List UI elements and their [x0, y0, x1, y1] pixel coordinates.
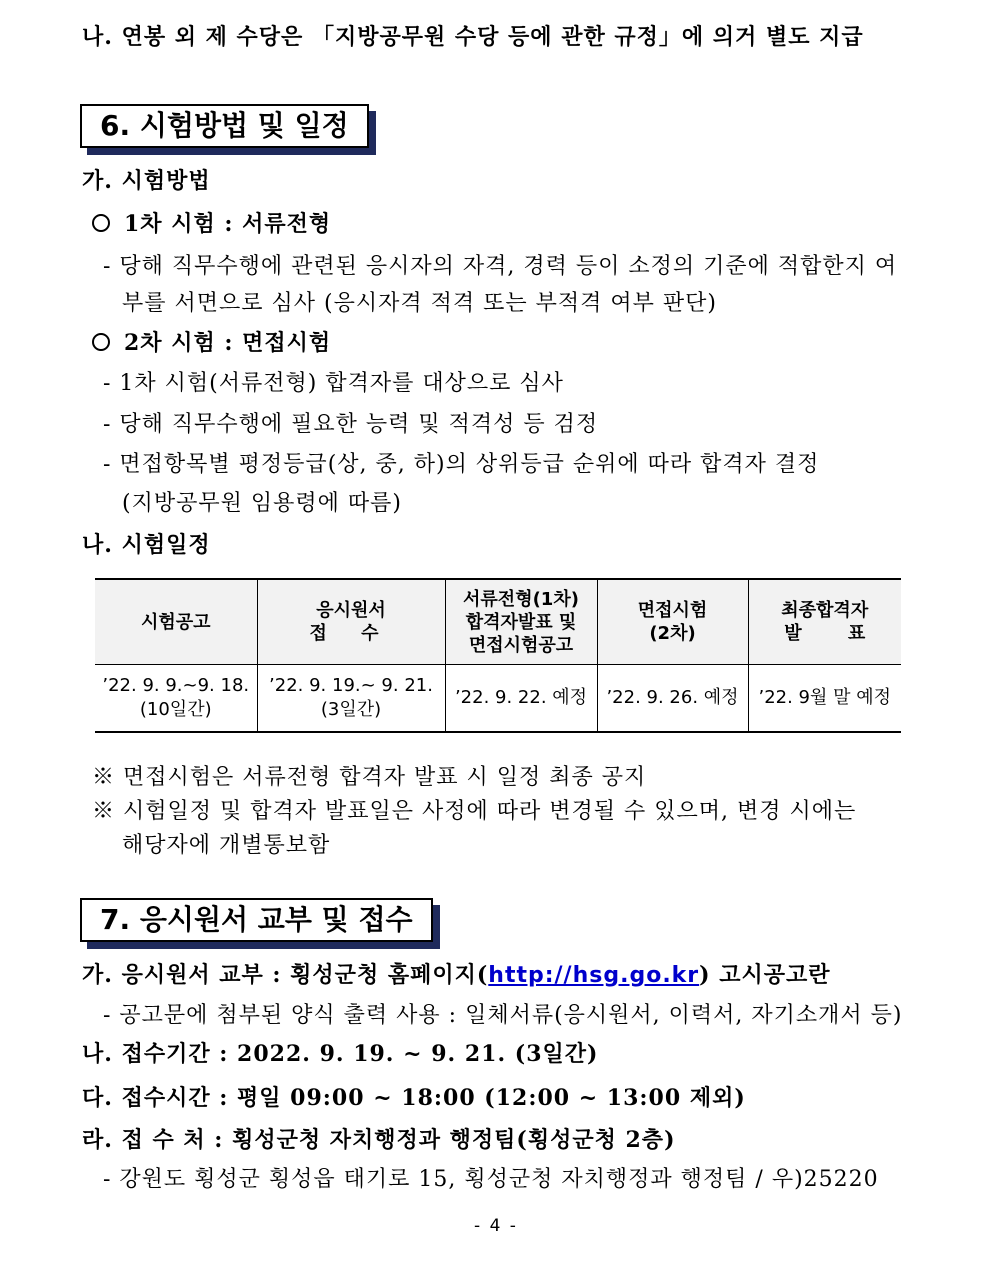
application-period-line: 나. 접수기간 : 2022. 9. 19. ~ 9. 21. (3일간) [82, 1041, 599, 1067]
note-schedule-change-2: 해당자에 개별통보함 [122, 833, 331, 858]
homepage-link[interactable]: http://hsg.go.kr [488, 963, 700, 988]
cell-announcement-date: ’22. 9. 9.~9. 18. (10일간) [95, 665, 257, 733]
cell-final-date: ’22. 9월 말 예정 [748, 665, 901, 733]
office-address-line: - 강원도 횡성군 횡성읍 태기로 15, 횡성군청 자치행정과 행정팀 / 우)25220 [103, 1167, 879, 1192]
application-form-desc: - 공고문에 첨부된 양식 출력 사용 : 일체서류(응시원서, 이력서, 자기소개서 등) [103, 1003, 903, 1028]
note-schedule-change-1: ※ 시험일정 및 합격자 발표일은 사정에 따라 변경될 수 있으며, 변경 시에는 [92, 799, 857, 824]
stage2-desc-3: - 면접항목별 평정등급(상, 중, 하)의 상위등급 순위에 따라 합격자 결정 [103, 452, 820, 477]
salary-allowance-line: 나. 연봉 외 제 수당은 「지방공무원 수당 등에 관한 규정」에 의거 별도 지급 [82, 24, 864, 50]
circle-bullet-icon [92, 214, 110, 232]
cell-interview-date: ’22. 9. 26. 예정 [597, 665, 748, 733]
page-number: - 4 - [474, 1216, 518, 1236]
exam-schedule-table [95, 578, 901, 733]
col-header-document-screening: 서류전형(1차) 합격자발표 및 면접시험공고 [445, 579, 597, 665]
exam-method-heading: 가. 시험방법 [82, 168, 211, 194]
col-header-final-result: 최종합격자 발 표 [748, 579, 901, 665]
cell-application-date: ’22. 9. 19.~ 9. 21. (3일간) [257, 665, 445, 733]
stage1-label: 1차 시험 : 서류전형 [124, 211, 332, 237]
application-hours-line: 다. 접수시간 : 평일 09:00 ~ 18:00 (12:00 ~ 13:00 제외) [82, 1085, 746, 1111]
stage1-item [92, 207, 331, 238]
col-header-interview: 면접시험 (2차) [597, 579, 748, 665]
table-row [95, 665, 901, 733]
stage1-desc-2: 부를 서면으로 심사 (응시자격 적격 또는 부적격 여부 판단) [122, 291, 717, 316]
cell-screening-date: ’22. 9. 22. 예정 [445, 665, 597, 733]
col-header-application: 응시원서 접 수 [257, 579, 445, 665]
col-header-announcement: 시험공고 [95, 579, 257, 665]
stage2-label: 2차 시험 : 면접시험 [124, 330, 332, 356]
stage2-desc-2: - 당해 직무수행에 필요한 능력 및 적격성 등 검정 [103, 412, 599, 437]
exam-schedule-heading: 나. 시험일정 [82, 532, 211, 558]
circle-bullet-icon [92, 333, 110, 351]
section-7-heading: 7. 응시원서 교부 및 접수 [80, 898, 433, 942]
table-header-row [95, 579, 901, 665]
stage2-item [92, 326, 331, 357]
note-interview-schedule: ※ 면접시험은 서류전형 합격자 발표 시 일정 최종 공지 [92, 765, 647, 790]
application-office-line: 라. 접 수 처 : 횡성군청 자치행정과 행정팀(횡성군청 2층) [82, 1127, 676, 1153]
stage1-desc-1: - 당해 직무수행에 관련된 응시자의 자격, 경력 등이 소정의 기준에 적합한지 여 [103, 254, 898, 279]
stage2-desc-1: - 1차 시험(서류전형) 합격자를 대상으로 심사 [103, 371, 564, 396]
stage2-desc-4: (지방공무원 임용령에 따름) [122, 491, 402, 516]
application-distribution-line: 가. 응시원서 교부 : 횡성군청 홈페이지(http://hsg.go.kr) 고시공고란 [82, 962, 831, 988]
section-6-heading: 6. 시험방법 및 일정 [80, 104, 369, 148]
